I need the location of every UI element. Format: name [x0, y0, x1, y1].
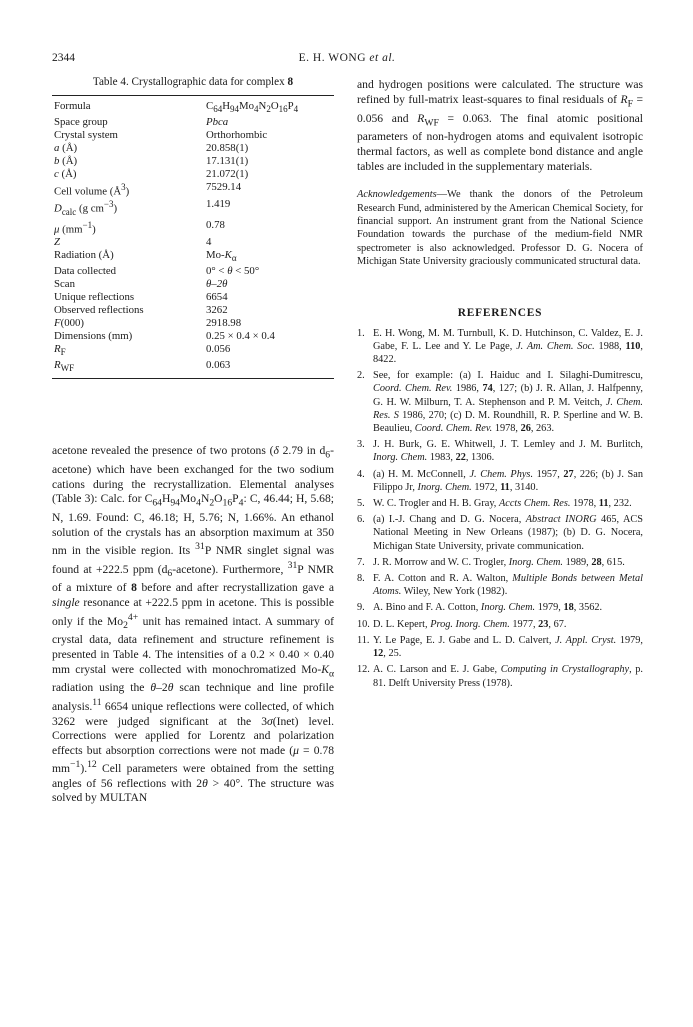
page-header — [52, 52, 642, 68]
row-value: 0.25 × 0.4 × 0.4 — [206, 329, 275, 342]
reference-item: 10. D. L. Kepert, Prog. Inorg. Chem. 1977, 23, 67. — [357, 618, 567, 630]
row-value: 1.419 — [206, 198, 231, 211]
row-label: Unique reflections — [54, 291, 135, 304]
row-value: 4 — [206, 236, 212, 249]
row-label: c (Å) — [54, 167, 77, 180]
row-label: Scan — [54, 278, 75, 291]
row-value: 2918.98 — [206, 316, 242, 329]
reference-item: 1. E. H. Wong, M. M. Turnbull, K. D. Hutchinson, C. Valdez, E. J. Gabe, F. L. Lee and Y. Le Page, J. Am. Chem. Soc. 1988, 110, 8422. — [357, 327, 643, 366]
row-label: Z — [54, 236, 61, 249]
table-row — [52, 236, 334, 249]
table-row — [52, 330, 334, 343]
row-value: 0° < θ < 50° — [206, 265, 260, 278]
row-label: Data collected — [54, 265, 117, 278]
table-row — [52, 291, 334, 304]
page-number: 2344 — [52, 52, 75, 64]
crystallographic-data-table — [52, 100, 334, 375]
reference-list — [357, 327, 643, 690]
body-paragraph-continued: and hydrogen positions were calculated. The structure was refined by full-matrix least-squares to final residuals of $R_F = 0.056$ and $R_{WF} = 0.063$. The final atomic positional parameters of non-hydrogen atoms and equivalent isotropic thermal factors, as well as complete bond distance and angle tables are included in the supplementary materials. — [357, 78, 643, 173]
row-label: Dimensions (mm) — [54, 329, 133, 342]
reference-item: 8. F. A. Cotton and R. A. Walton, Multiple Bonds between Metal Atoms. Wiley, New York (1982). — [357, 573, 643, 598]
reference-item: 7. J. R. Morrow and W. C. Trogler, Inorg. Chem. 1989, 28, 615. — [357, 556, 625, 568]
row-label: Formula — [54, 100, 91, 112]
row-value: 17.131(1) — [206, 154, 249, 167]
reference-item: 11. Y. Le Page, E. J. Gabe and L. D. Calvert, J. Appl. Cryst. 1979, 12, 25. — [357, 634, 643, 660]
row-value: 0.056 — [206, 342, 231, 355]
table-bottom-rule — [52, 378, 334, 379]
row-value: 20.858(1) — [206, 141, 249, 154]
row-value: $C_{64}H_{94}Mo_4N_2O_{16}P_4$ — [206, 100, 299, 115]
reference-item: 4. (a) H. M. McConnell, J. Chem. Phys. 1957, 27, 226; (b) J. San Filippo Jr, Inorg. Chem. 1972, 11, 3140. — [357, 468, 643, 493]
table-row — [52, 198, 334, 219]
row-value: 0.063 — [206, 358, 231, 371]
left-column — [52, 76, 335, 805]
row-label: $R_F$ — [54, 342, 66, 357]
row-value: Pbca — [206, 116, 229, 129]
table-row — [52, 181, 334, 199]
references-heading: REFERENCES — [457, 306, 543, 319]
row-value: 6654 — [206, 291, 228, 304]
acknowledgements-text: —We thank the donors of the Petroleum Research Fund, administered by the American Chemical Society, for financial support. An instrument grant from the National Science Foundation towards the purchase of the medium-field NMR spectrometer is also acknowledged. Professor D. G. Nocera of Michigan State University graciously communicated structural data. — [357, 189, 643, 268]
table-row — [52, 129, 334, 142]
row-label: Cell volume $(Å^3)$ — [54, 181, 130, 198]
row-value: θ–2θ — [206, 278, 228, 291]
table-row — [52, 249, 334, 265]
table-row — [52, 265, 334, 278]
table-row — [52, 219, 334, 237]
running-title-etal: et al. — [369, 52, 396, 64]
reference-item: 12. A. C. Larson and E. J. Gabe, Computing in Crystallography, p. 81. Delft University Press (1978). — [357, 664, 643, 689]
row-label: Crystal system — [54, 128, 118, 141]
table-row — [52, 142, 334, 155]
row-value: Orthorhombic — [206, 128, 268, 141]
table-row — [52, 317, 334, 330]
row-label: Radiation (Å) — [54, 249, 114, 262]
reference-item: 6. (a) I.-J. Chang and D. G. Nocera, Abstract INORG 465, ACS National Meeting in New Orleans (1987); (b) D. G. Nocera, Michigan State University, private communication. — [357, 514, 644, 552]
row-label: b (Å) — [54, 154, 78, 167]
table-row — [52, 116, 334, 129]
row-value: 0.78 — [206, 218, 225, 231]
table-top-rule — [52, 95, 334, 96]
right-column — [357, 78, 643, 693]
row-value: 21.072(1) — [206, 167, 249, 180]
running-title — [52, 52, 642, 64]
row-value: 3262 — [206, 303, 228, 316]
row-label: $R_{WF}$ — [54, 358, 75, 373]
row-label: $D_{calc}$ (g $cm^{-3}$) — [54, 199, 118, 217]
table-caption: Table 4. Crystallographic data for complex 8 — [92, 76, 294, 88]
table-row — [52, 304, 334, 317]
acknowledgements — [357, 188, 643, 268]
table-row — [52, 168, 334, 181]
acknowledgements-lead: Acknowledgements — [357, 189, 437, 201]
row-label: Observed reflections — [54, 303, 144, 316]
table-row — [52, 155, 334, 168]
row-value: 7529.14 — [206, 180, 242, 193]
table-row — [52, 359, 334, 375]
reference-item: 9. A. Bino and F. A. Cotton, Inorg. Chem. 1979, 18, 3562. — [357, 602, 603, 614]
body-paragraph: acetone revealed the presence of two protons (δ 2.79 in $d_6-acetone$) which have been exchanged for the two sodium cations during the recrystallization. Elemental analyses (Table 3): Calc. for $C_{64}H_{94}Mo_4N_2O_{16}P_4$: C, 46.44; H, 5.68; N, 1.69. Found: C, 46.18; H, 5.76; N, 1.66%. An ethanol solution of the crystals has an absorption maximum at 350 nm in the visible region. Its $^{31}$P NMR singlet signal was found at +222.5 ppm $(d_6-acetone)$. Furthermore, $^{31}$P NMR of a mixture of 8 before and after recrystallization gave a single resonance at +222.5 ppm in acetone. This is possible only if the $Mo_2^{4+}$ unit has remained intact. A summary of crystal data, data refinement and structure refinement is presented in Table 4. The intensities of a 0.2 × 0.40 × 0.40 mm crystal were collected with monochromatized $Mo-K_\alpha$ radiation using the θ–2θ scan technique and line profile analysis.$^{11}$ 6654 unique reflections were collected, of which 3262 were judged significant at the 3σ(Inet) level. Corrections were applied for Lorentz and polarization effects but absorption corrections were not made (μ = 0.78 $mm^{-1}).^{12}$ Cell parameters were obtained from the setting angles of 56 reflections with 2θ > 40°. The structure was solved by MULTAN — [52, 444, 335, 805]
reference-item: 2. See, for example: (a) I. Haiduc and I. Silaghi-Dumitrescu, Coord. Chem. Rev. 1986, 74, 127; (b) J. R. Allan, J. Halfpenny, G. H. W. Milburn, T. A. Stephenson and P. M. Veitch, J. Chem. Res. S 1986, 270; (c) D. M. Roundhill, R. P. Sperline and W. B. Beaulieu, Coord. Chem. Rev. 1978, 26, 263. — [357, 370, 643, 435]
row-label: μ $(mm^{-1})$ — [54, 219, 96, 236]
table-row — [52, 343, 334, 359]
row-value: $Mo-K_\alpha$ — [206, 249, 237, 264]
reference-item: 5. W. C. Trogler and H. B. Gray, Accts Chem. Res. 1978, 11, 232. — [357, 498, 632, 510]
row-label: F(000) — [54, 316, 84, 329]
row-label: Space group — [54, 116, 108, 129]
reference-item: 3. J. H. Burk, G. E. Whitwell, J. T. Lemley and J. M. Burlitch, Inorg. Chem. 1983, 22, 1306. — [357, 439, 643, 464]
row-label: a (Å) — [54, 141, 78, 154]
table-row — [52, 100, 334, 116]
running-title-authors: E. H. WONG — [298, 52, 370, 64]
table-row — [52, 278, 334, 291]
